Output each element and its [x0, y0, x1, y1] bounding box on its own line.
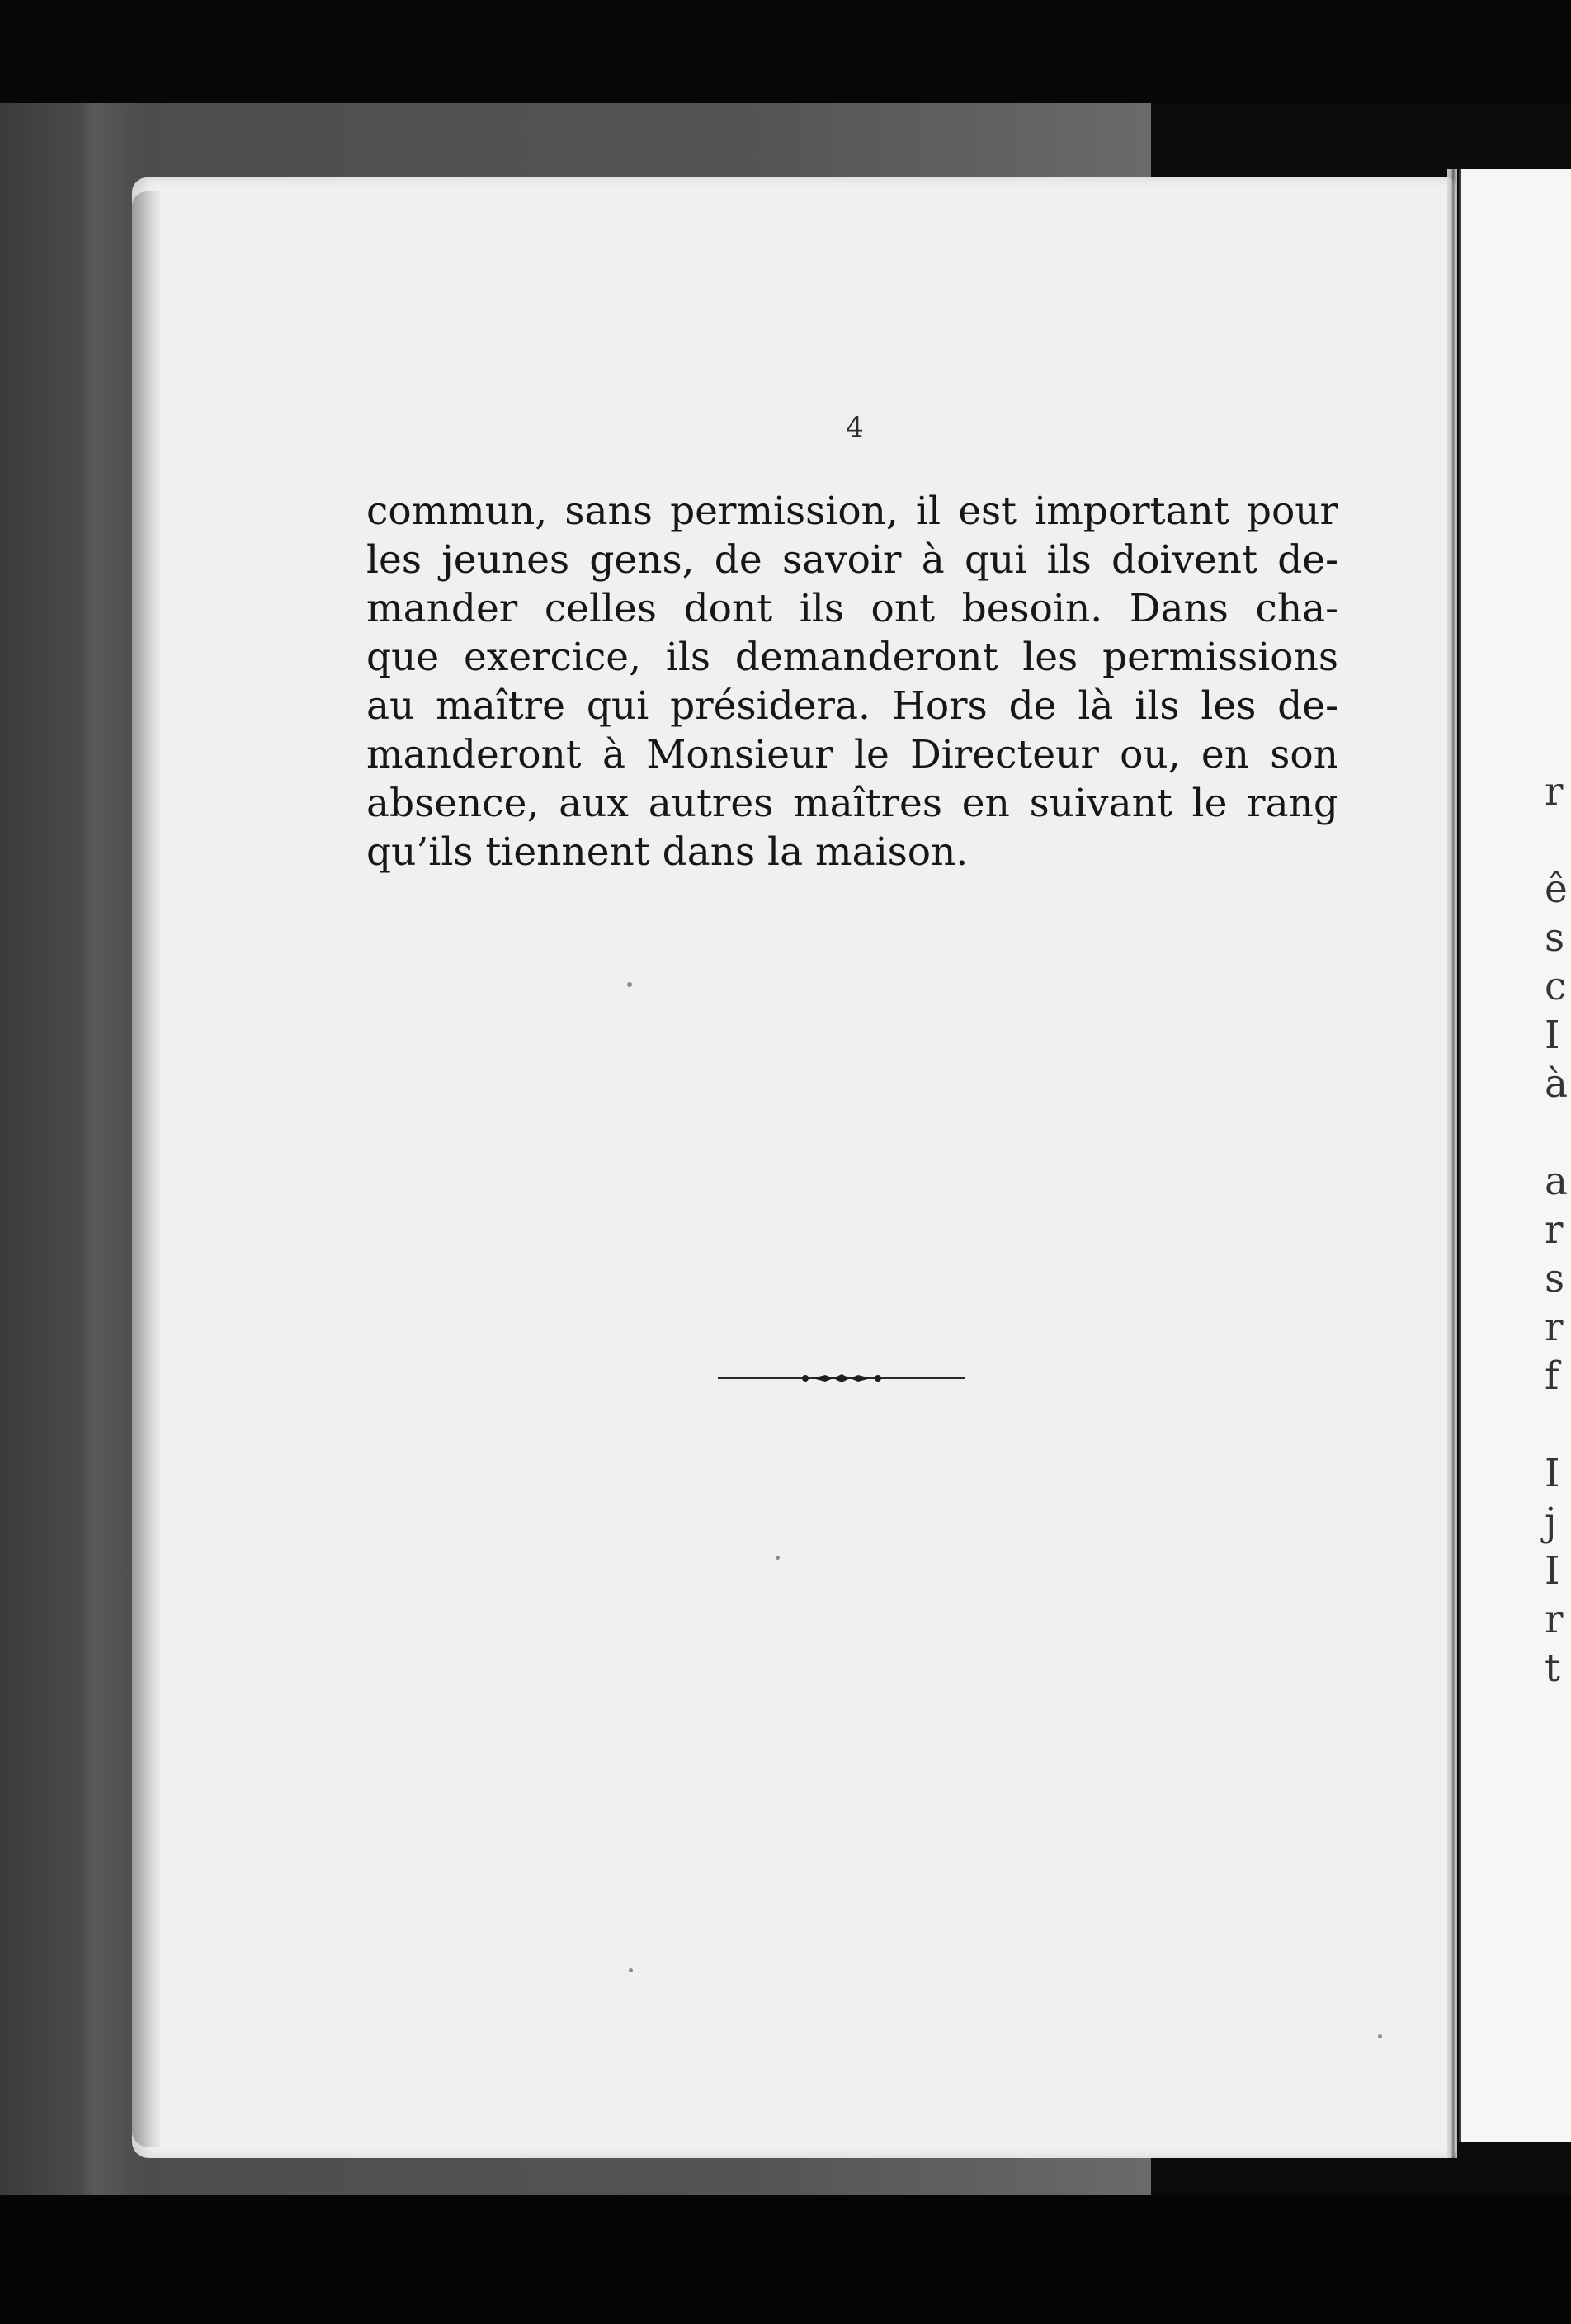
right-page-fragment: s: [1545, 915, 1565, 961]
right-page-fragment: r: [1545, 1597, 1564, 1642]
right-page-fragment: j: [1545, 1500, 1557, 1545]
right-page-fragment: r: [1545, 769, 1564, 815]
right-page-fragment: r: [1545, 1207, 1564, 1253]
text-line: qu’ils tiennent dans la maison.: [366, 829, 969, 875]
left-page-edge-shadow: [132, 191, 160, 2147]
text-line: manderont à Monsieur le Directeur ou, en son: [366, 732, 1338, 777]
right-page-fragment: I: [1545, 1451, 1560, 1496]
right-page-fragment: s: [1545, 1256, 1565, 1301]
page-number: 4: [846, 411, 864, 444]
right-page-fragment: [1545, 1401, 1571, 1449]
text-line: absence, aux autres maîtres en suivant le rang: [366, 781, 1338, 826]
text-line: au maître qui présidera. Hors de là ils les de-: [366, 683, 1338, 729]
text-line: que exercice, ils demanderont les permissions: [366, 635, 1338, 680]
paper-speck: [776, 1556, 780, 1560]
text-line: mander celles dont ils ont besoin. Dans cha-: [366, 586, 1338, 631]
right-page-fragment: c: [1545, 964, 1567, 1009]
right-page-fragment: à: [1545, 1061, 1569, 1107]
right-page-fragment: [1545, 816, 1571, 865]
right-page-fragment: r: [1545, 1305, 1564, 1350]
right-page-fragment: t: [1545, 1646, 1560, 1691]
text-line: les jeunes gens, de savoir à qui ils doivent de-: [366, 537, 1338, 583]
text-line: commun, sans permission, il est important pour: [366, 489, 1338, 534]
bottom-scanner-band: [0, 2195, 1571, 2324]
paper-speck: [627, 982, 632, 987]
right-page-fragment: I: [1545, 1013, 1560, 1058]
left-book-page: [132, 177, 1456, 2158]
paper-speck: [1378, 2034, 1382, 2038]
book-gutter: [1447, 169, 1457, 2158]
right-page-fragment: a: [1545, 1159, 1569, 1204]
right-page-fragment: [1545, 1108, 1571, 1157]
right-page-fragment: I: [1545, 1548, 1560, 1594]
right-page-fragment: ê: [1545, 867, 1568, 912]
right-page-fragment: f: [1545, 1353, 1559, 1399]
paper-speck: [629, 1968, 633, 1972]
right-page-text-fragments: [1545, 768, 1571, 1693]
page-text-block: [366, 487, 1338, 876]
ornament-rule-icon: [718, 1370, 965, 1386]
top-scanner-strip: [0, 0, 1571, 103]
